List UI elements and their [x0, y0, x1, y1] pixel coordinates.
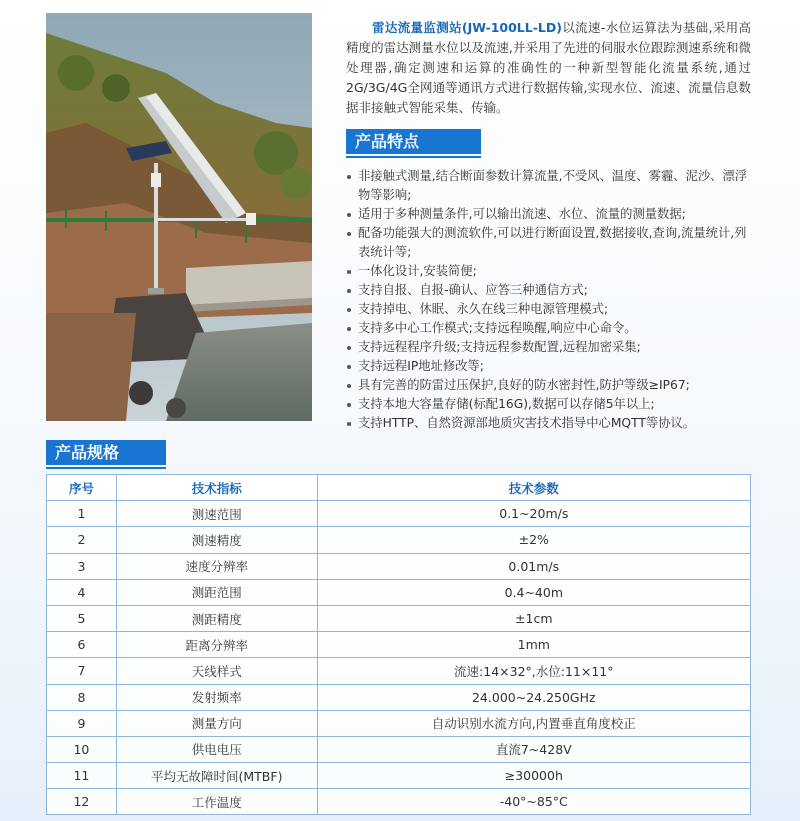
- row-parameter: ±2%: [317, 527, 750, 553]
- features-list: [346, 167, 756, 433]
- header-index: 序号: [47, 475, 117, 501]
- feature-item: 支持自报、自报-确认、应答三种通信方式;: [346, 281, 756, 300]
- feature-item: 一体化设计,安装简便;: [346, 262, 756, 281]
- feature-item: 适用于多种测量条件,可以输出流速、水位、流量的测量数据;: [346, 205, 756, 224]
- row-indicator: 距离分辨率: [116, 632, 317, 658]
- row-index: 7: [47, 658, 117, 684]
- row-index: 9: [47, 710, 117, 736]
- row-parameter: -40°~85°C: [317, 789, 750, 815]
- row-indicator: 发射频率: [116, 684, 317, 710]
- row-parameter: ≥30000h: [317, 763, 750, 789]
- header-parameter: 技术参数: [317, 475, 750, 501]
- table-row: [47, 579, 751, 605]
- row-parameter: 自动识别水流方向,内置垂直角度校正: [317, 710, 750, 736]
- table-row: [47, 553, 751, 579]
- row-indicator: 供电电压: [116, 736, 317, 762]
- row-indicator: 工作温度: [116, 789, 317, 815]
- table-row: [47, 789, 751, 815]
- row-indicator: 测速精度: [116, 527, 317, 553]
- feature-item: 支持掉电、休眠、永久在线三种电源管理模式;: [346, 300, 756, 319]
- row-indicator: 测距精度: [116, 605, 317, 631]
- feature-item: 支持远程程序升级;支持远程参数配置,远程加密采集;: [346, 338, 756, 357]
- row-index: 4: [47, 579, 117, 605]
- table-row: [47, 736, 751, 762]
- table-row: [47, 501, 751, 527]
- row-indicator: 速度分辨率: [116, 553, 317, 579]
- header-indicator: 技术指标: [116, 475, 317, 501]
- row-index: 10: [47, 736, 117, 762]
- row-parameter: 0.4~40m: [317, 579, 750, 605]
- row-indicator: 天线样式: [116, 658, 317, 684]
- table-row: [47, 605, 751, 631]
- product-name: 雷达流量监测站(JW-100LL-LD): [372, 20, 562, 35]
- features-section-title: 产品特点: [346, 129, 481, 154]
- row-parameter: ±1cm: [317, 605, 750, 631]
- feature-item: 支持多中心工作模式;支持远程唤醒,响应中心命令。: [346, 319, 756, 338]
- table-row: [47, 632, 751, 658]
- table-row: [47, 658, 751, 684]
- row-parameter: 流速:14×32°,水位:11×11°: [317, 658, 750, 684]
- feature-item: 具有完善的防雷过压保护,良好的防水密封性,防护等级≥IP67;: [346, 376, 756, 395]
- row-index: 5: [47, 605, 117, 631]
- specs-section-title: 产品规格: [46, 440, 166, 465]
- feature-item: 支持HTTP、自然资源部地质灾害技术指导中心MQTT等协议。: [346, 414, 756, 433]
- table-header-row: [47, 475, 751, 501]
- row-parameter: 0.01m/s: [317, 553, 750, 579]
- table-row: [47, 710, 751, 736]
- row-index: 12: [47, 789, 117, 815]
- row-index: 6: [47, 632, 117, 658]
- feature-item: 非接触式测量,结合断面参数计算流量,不受风、温度、雾霾、泥沙、漂浮物等影响;: [346, 167, 756, 205]
- row-index: 2: [47, 527, 117, 553]
- table-row: [47, 527, 751, 553]
- row-indicator: 测量方向: [116, 710, 317, 736]
- row-index: 11: [47, 763, 117, 789]
- product-photo: [46, 13, 312, 421]
- row-parameter: 直流7~428V: [317, 736, 750, 762]
- feature-item: 配备功能强大的测流软件,可以进行断面设置,数据接收,查询,流量统计,列表统计等;: [346, 224, 756, 262]
- row-parameter: 1mm: [317, 632, 750, 658]
- feature-item: 支持本地大容量存储(标配16G),数据可以存储5年以上;: [346, 395, 756, 414]
- feature-item: 支持远程IP地址修改等;: [346, 357, 756, 376]
- row-index: 1: [47, 501, 117, 527]
- row-parameter: 24.000~24.250GHz: [317, 684, 750, 710]
- row-index: 8: [47, 684, 117, 710]
- specs-table: [46, 474, 751, 815]
- site-photo-illustration: [46, 13, 312, 421]
- row-index: 3: [47, 553, 117, 579]
- intro-text: 以流速-水位运算法为基础,采用高精度的雷达测量水位以及流速,并采用了先进的伺服水位跟踪测速系统和微处理器,确定测速和运算的准确性的一种新型智能化流量系统,通过2G/3G/4G全网通等通讯方式进行数据传输,实现水位、流速、流量信息数据非接触式智能采集、传输。: [346, 20, 751, 115]
- intro-paragraph: [346, 18, 751, 118]
- row-indicator: 测距范围: [116, 579, 317, 605]
- row-indicator: 测速范围: [116, 501, 317, 527]
- table-row: [47, 684, 751, 710]
- row-indicator: 平均无故障时间(MTBF): [116, 763, 317, 789]
- row-parameter: 0.1~20m/s: [317, 501, 750, 527]
- table-row: [47, 763, 751, 789]
